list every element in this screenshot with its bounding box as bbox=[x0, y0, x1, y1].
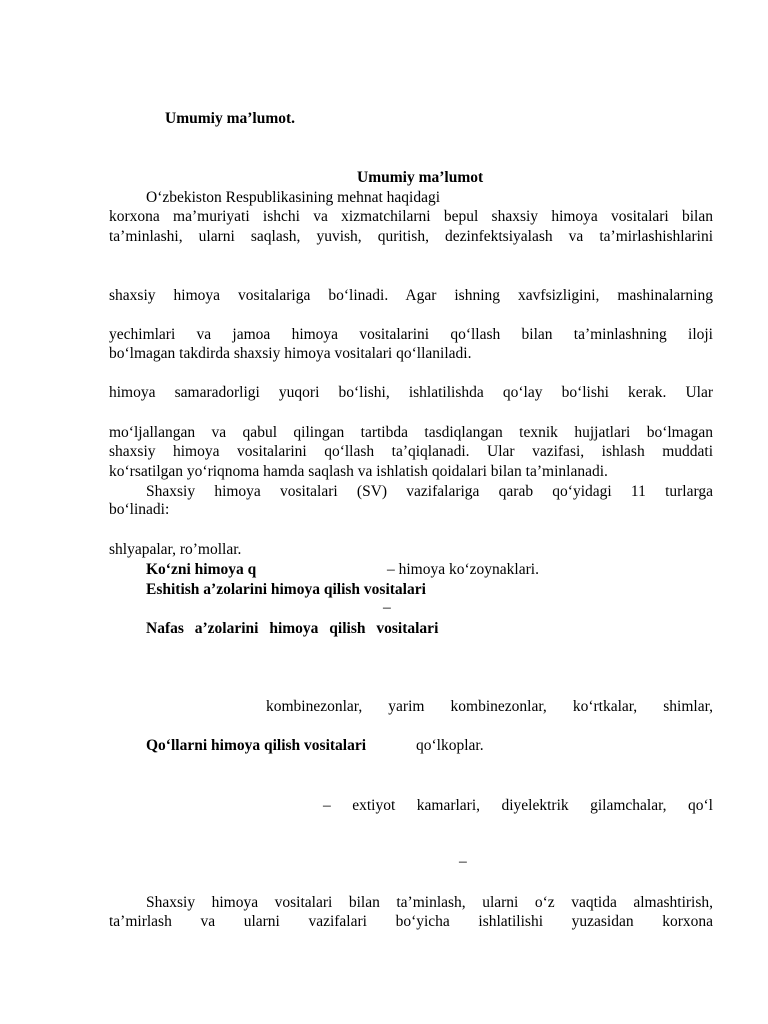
paragraph-line: ta’minlashi, ularni saqlash, yuvish, quritish, dezinfektsiyalash va ta’mirlashishlarini bbox=[109, 228, 713, 245]
list-item-text: – himoya ko‘zoynaklari. bbox=[387, 561, 539, 578]
top-heading: Umumiy ma’lumot. bbox=[165, 110, 296, 127]
paragraph-line: shlyapalar, ro’mollar. bbox=[109, 541, 242, 558]
paragraph-line: shaxsiy himoya vositalariga bo‘linadi. Agar ishning xavfsizligini, mashinalarning bbox=[109, 287, 713, 304]
paragraph-line: shaxsiy himoya vositalarini qo‘llash ta’qiqlanadi. Ular vazifasi, ishlash muddati bbox=[109, 443, 713, 460]
paragraph-line: yechimlari va jamoa himoya vositalarini qo‘llash bilan ta’minlashning iloji bbox=[109, 326, 713, 343]
dash-mark: – bbox=[383, 599, 391, 616]
list-item-label: Eshitish a’zolarini himoya qilish vositalari bbox=[146, 581, 426, 598]
list-item-label: Nafas a’zolarini himoya qilish vositalari bbox=[146, 620, 439, 637]
paragraph-line: bo‘linadi: bbox=[109, 501, 170, 518]
paragraph-line: ko‘rsatilgan yo‘riqnoma hamda saqlash va ishlatish qoidalari bilan ta’minlanadi. bbox=[109, 463, 608, 480]
list-item-text: qo‘lkoplar. bbox=[416, 737, 484, 754]
paragraph-line: korxona ma’muriyati ishchi va xizmatchilarni bepul shaxsiy himoya vositalari bilan bbox=[109, 208, 713, 225]
center-heading: Umumiy ma’lumot bbox=[357, 169, 484, 186]
paragraph-line: O‘zbekiston Respublikasining mehnat haqidagi bbox=[146, 189, 441, 206]
paragraph-line: bo‘lmagan takdirda shaxsiy himoya vositalari qo‘llaniladi. bbox=[109, 345, 472, 362]
list-item-label: Ko‘zni himoya q bbox=[146, 561, 257, 578]
paragraph-line: Shaxsiy himoya vositalari (SV) vazifalariga qarab qo‘yidagi 11 turlarga bbox=[146, 483, 713, 500]
paragraph-line: Shaxsiy himoya vositalari bilan ta’minlash, ularni o‘z vaqtida almashtirish, bbox=[146, 894, 713, 911]
dash-mark: – bbox=[459, 853, 467, 870]
paragraph-line: – extiyot kamarlari, diyelektrik gilamchalar, qo‘l bbox=[323, 797, 713, 814]
paragraph-line: kombinezonlar, yarim kombinezonlar, ko‘rtkalar, shimlar, bbox=[266, 698, 713, 715]
paragraph-line: ta’mirlash va ularni vazifalari bo‘yicha ishlatilishi yuzasidan korxona bbox=[109, 913, 713, 930]
list-item-label: Qo‘llarni himoya qilish vositalari bbox=[146, 737, 367, 754]
paragraph-line: mo‘ljallangan va qabul qilingan tartibda tasdiqlangan texnik hujjatlari bo‘lmagan bbox=[109, 424, 713, 441]
paragraph-line: himoya samaradorligi yuqori bo‘lishi, ishlatilishda qo‘lay bo‘lishi kerak. Ular bbox=[109, 384, 713, 401]
